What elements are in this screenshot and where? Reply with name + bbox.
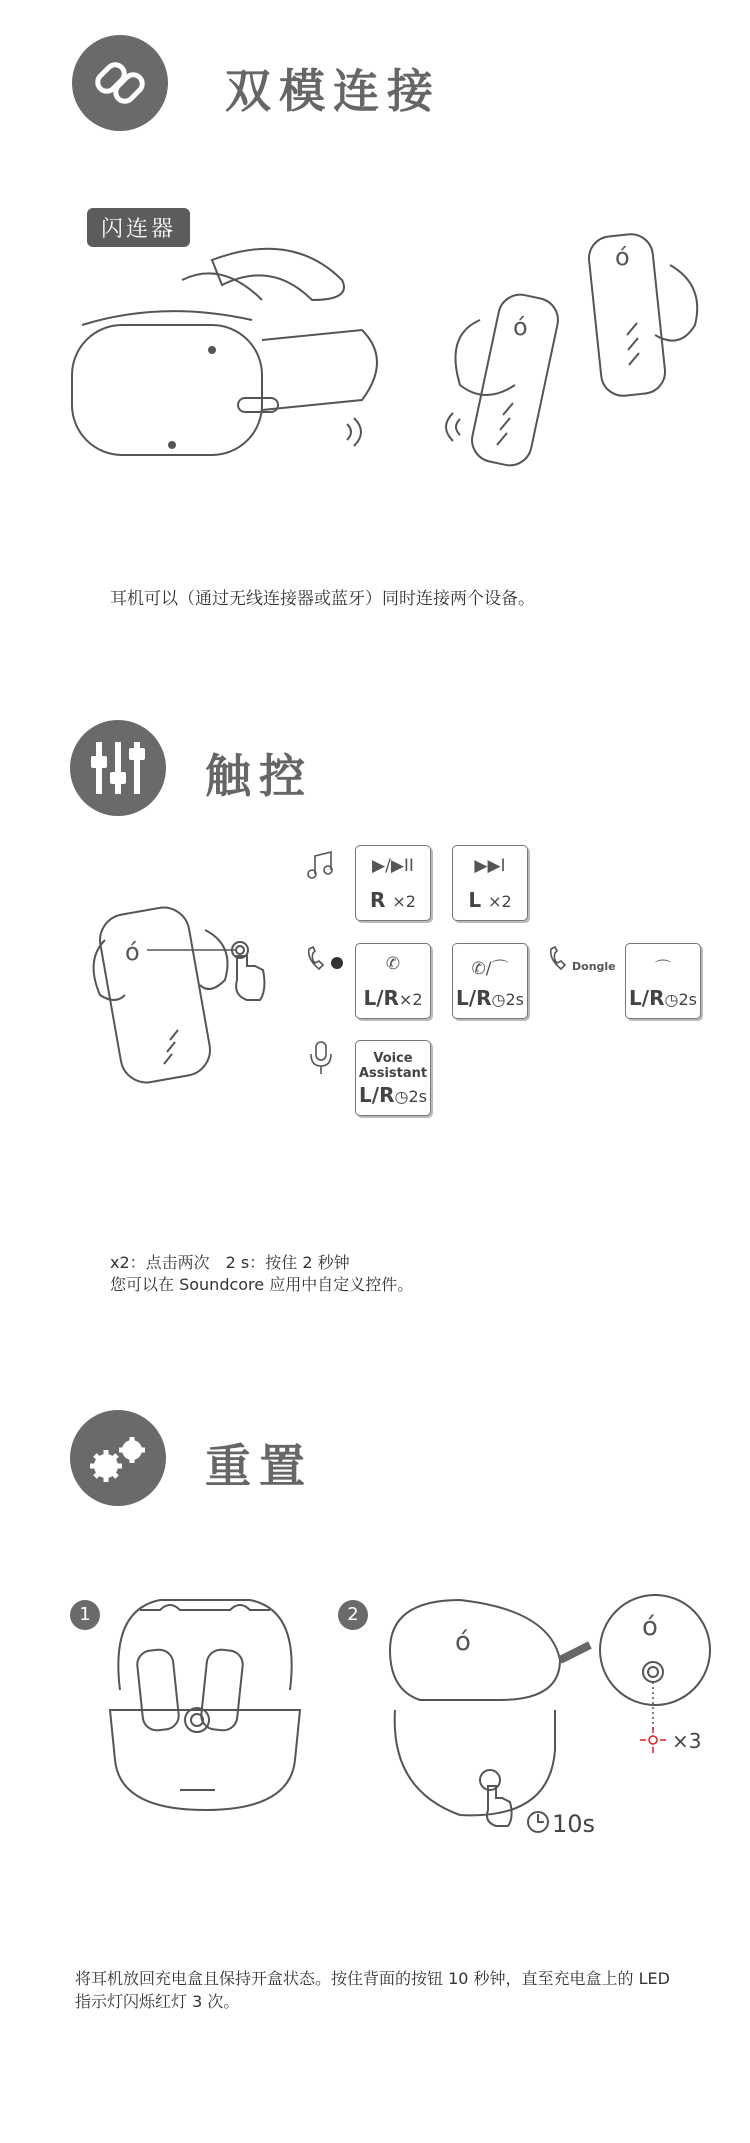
control-action: R <box>370 888 386 912</box>
play-pause-icon: ▶/▶II <box>372 856 414 876</box>
reset-description-line2: 指示灯闪烁红灯 3 次。 <box>75 1992 240 2011</box>
earbuds-illustration <box>445 225 705 479</box>
svg-text:ό: ό <box>455 1627 471 1657</box>
voice-line2: Assistant <box>358 1066 428 1081</box>
touch-note-line2: 您可以在 Soundcore 应用中自定义控件。 <box>110 1275 414 1294</box>
control-mult: ×2 <box>398 990 423 1009</box>
control-play-pause <box>355 845 431 921</box>
control-mult: ×2 <box>392 892 416 911</box>
control-action: L/R <box>456 986 492 1010</box>
answer-call-icon: ✆ <box>385 954 401 974</box>
control-reject-end-call <box>452 943 528 1019</box>
control-mult: ×2 <box>488 892 512 911</box>
voice-line1: Voice <box>373 1051 413 1066</box>
touch-title: 触控 <box>205 749 313 803</box>
control-answer-call <box>355 943 431 1019</box>
hold-time: 10s <box>552 1810 596 1838</box>
touch-note-line1: x2：点击两次 2 s：按住 2 秒钟 <box>110 1253 350 1272</box>
control-mult: ◷2s <box>394 1087 427 1106</box>
control-mult: ◷2s <box>664 990 697 1009</box>
music-icon <box>305 850 335 884</box>
step-2-marker: 2 <box>338 1600 368 1630</box>
control-next-track <box>452 845 528 921</box>
control-action: L/R <box>359 1083 395 1107</box>
reject-end-call-icon: ✆/⌒ <box>471 959 509 979</box>
svg-text:ό: ό <box>642 1612 658 1642</box>
dongle-label: Dongle <box>572 960 616 973</box>
control-mult: ◷2s <box>491 990 524 1009</box>
control-action: L/R <box>629 986 665 1010</box>
control-voice-assistant <box>355 1040 431 1116</box>
dual-mode-description: 耳机可以（通过无线连接器或蓝牙）同时连接两个设备。 <box>110 589 535 609</box>
reset-description-line1: 将耳机放回充电盒且保持开盒状态。按住背面的按钮 10 秒钟，直至充电盒上的 LED <box>75 1969 670 1988</box>
blink-count: ×3 <box>672 1729 702 1753</box>
svg-text:ό: ό <box>125 938 140 966</box>
earbud-touch-illustration <box>85 900 285 1104</box>
control-action: L <box>468 888 482 912</box>
charging-case-button-illustration <box>380 1590 710 1854</box>
dongle-badge: 闪连器 <box>87 208 190 247</box>
gears-icon <box>70 1410 166 1510</box>
charging-case-illustration <box>100 1590 310 1824</box>
dual-mode-title: 双模连接 <box>225 64 441 118</box>
svg-text:ό: ό <box>513 313 528 341</box>
step-1-marker: 1 <box>70 1600 100 1630</box>
reset-title: 重置 <box>205 1439 313 1493</box>
microphone-icon <box>308 1040 334 1080</box>
phone-bluetooth-icon <box>305 945 345 979</box>
control-action: L/R <box>363 986 399 1010</box>
control-dongle-end-call <box>625 943 701 1019</box>
sliders-icon <box>70 720 166 820</box>
link-icon <box>72 35 168 135</box>
vr-headset-illustration <box>62 240 382 474</box>
svg-text:ό: ό <box>615 243 630 271</box>
next-track-icon: ▶▶I <box>474 856 506 876</box>
end-call-icon: ⌒ <box>654 959 672 979</box>
